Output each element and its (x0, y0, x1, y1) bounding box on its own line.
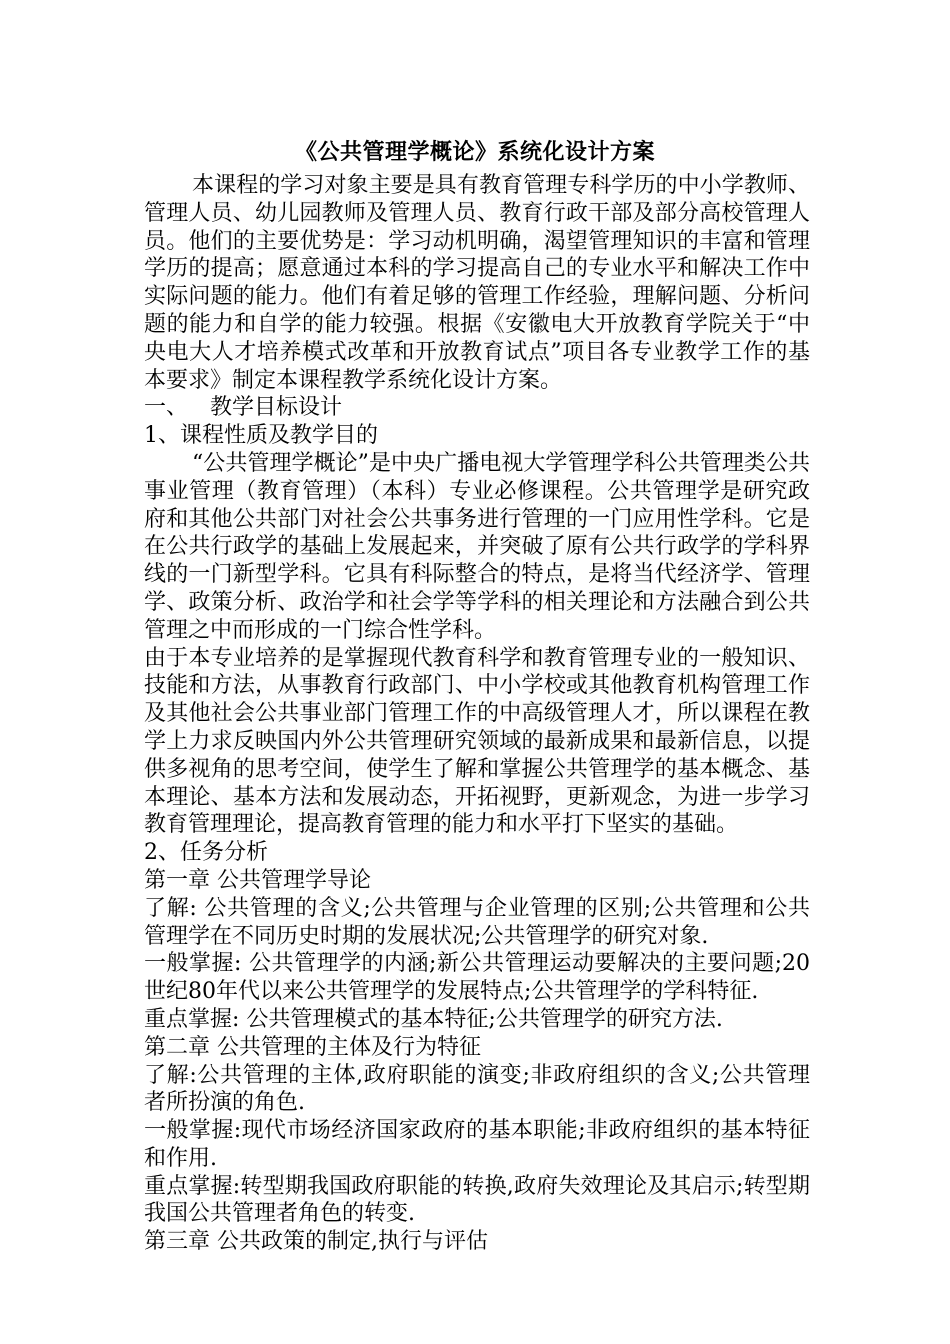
chapter-general: 一般掌握: 公共管理学的内涵;新公共管理运动要解决的主要问题;20世纪80年代以来公共管理学的发展特点;公共管理学的学科特征. (144, 951, 810, 1005)
section-number: 一、 (144, 395, 189, 421)
section-heading (144, 394, 810, 422)
document-title: 《公共管理学概论》系统化设计方案 (294, 139, 655, 165)
chapter-key: 重点掌握: 公共管理模式的基本特征;公共管理学的研究方法. (144, 1006, 723, 1032)
section-title: 教学目标设计 (210, 395, 343, 421)
intro-paragraph: 本课程的学习对象主要是具有教育管理专科学历的中小学教师、管理人员、幼儿园教师及管理人员、教育行政干部及部分高校管理人员。他们的主要优势是：学习动机明确，渴望管理知识的丰富和管理学历的提高；愿意通过本科的学习提高自己的专业水平和解决工作中实际问题的能力。他们有着足够的管理工作经验，理解问题、分析问题的能力和自学的能力较强。根据《安徽电大开放教育学院关于“中央电大人才培养模式改革和开放教育试点”项目各专业教学工作的基本要求》制定本课程教学系统化设计方案。 (144, 173, 810, 393)
chapter-title: 第三章 公共政策的制定,执行与评估 (144, 1229, 488, 1255)
chapter-key: 重点掌握:转型期我国政府职能的转换,政府失效理论及其启示;转型期我国公共管理者角色的转变. (144, 1173, 810, 1227)
document-body (144, 172, 810, 1256)
course-goal-paragraph: 由于本专业培养的是掌握现代教育科学和教育管理专业的一般知识、技能和方法，从事教育行政部门、中小学校或其他教育机构管理工作及其他社会公共事业部门管理工作的中高级管理人才，所以课程在教学上力求反映国内外公共管理研究领域的最新成果和最新信息，以提供多视角的思考空间，使学生了解和掌握公共管理学的基本概念、基本理论、基本方法和发展动态，开拓视野，更新观念，为进一步学习教育管理理论，提高教育管理的能力和水平打下坚实的基础。 (144, 645, 810, 838)
chapter-title: 第一章 公共管理学导论 (144, 867, 371, 893)
chapter-title: 第二章 公共管理的主体及行为特征 (144, 1034, 481, 1060)
course-nature-paragraph: “公共管理学概论”是中央广播电视大学管理学科公共管理类公共事业管理（教育管理）（本科）专业必修课程。公共管理学是研究政府和其他公共部门对社会公共事务进行管理的一门应用性学科。它是在公共行政学的基础上发展起来，并突破了原有公共行政学的学科界线的一门新型学科。它具有科际整合的特点，是将当代经济学、管理学、政策分析、政治学和社会学等学科的相关理论和方法融合到公共管理之中而形成的一门综合性学科。 (144, 450, 810, 643)
chapter-understand: 了解:公共管理的主体,政府职能的演变;非政府组织的含义;公共管理者所扮演的角色. (144, 1062, 810, 1116)
subsection-heading: 1、课程性质及教学目的 (144, 423, 378, 449)
subsection-heading: 2、任务分析 (144, 840, 268, 866)
chapter-understand: 了解: 公共管理的含义;公共管理与企业管理的区别;公共管理和公共管理学在不同历史时期的发展状况;公共管理学的研究对象. (144, 895, 810, 949)
chapter-general: 一般掌握:现代市场经济国家政府的基本职能;非政府组织的基本特征和作用. (144, 1118, 810, 1171)
